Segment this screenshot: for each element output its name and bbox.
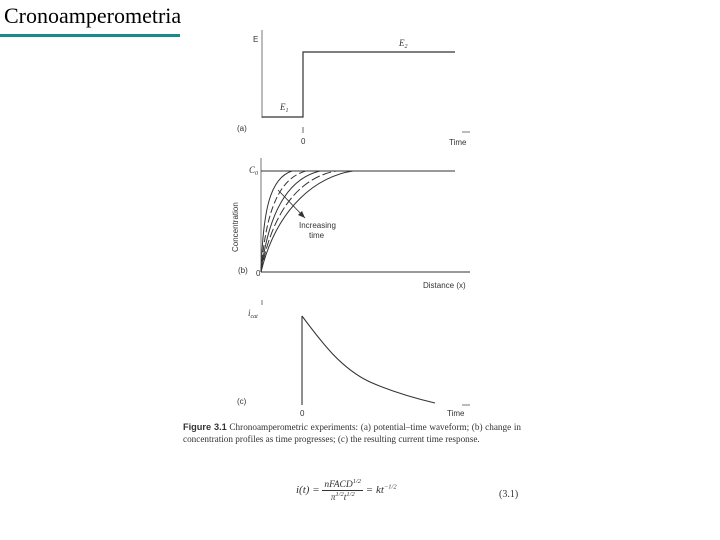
equation-3-1 (296, 478, 397, 503)
equation-rhs: = $kt^{-1/2}$ (365, 483, 397, 497)
c0-label: $C_0$ (249, 165, 259, 177)
equation-fraction (322, 478, 363, 503)
panel-a-x-label: Time (449, 138, 467, 147)
figure-caption (183, 422, 521, 445)
caption-text: Chronoamperometric experiments: (a) potential–time waveform; (b) change in concentration profiles as time progresses; (c) the resulting current time response. (183, 422, 521, 444)
potential-step-line (262, 52, 455, 117)
panel-c-tag: (c) (237, 397, 247, 406)
time-label: time (309, 231, 325, 240)
panel-b-tag: (b) (238, 266, 248, 275)
equation-number: (3.1) (499, 489, 519, 500)
panel-a-y-label: E (253, 35, 259, 44)
panel-c-current-response (237, 300, 470, 418)
caption-label: Figure 3.1 (183, 422, 227, 432)
e-step-label: $E_2$ (399, 38, 408, 50)
panel-b-y-label: Concentration (231, 202, 240, 252)
panel-a-potential-waveform (237, 30, 470, 147)
panel-c-x-zero: 0 (300, 409, 305, 418)
slide-title: Cronoamperometria (4, 3, 182, 28)
panel-a-x-zero: 0 (301, 137, 306, 146)
panel-b-y-zero: 0 (256, 269, 261, 278)
equation-lhs: i(t) = (296, 484, 320, 497)
panel-c-x-label: Time (447, 409, 465, 418)
increasing-label: Increasing (299, 221, 336, 230)
equation-numerator: nFACD$^{1/2}$ (324, 478, 362, 491)
panel-b-x-label: Distance (x) (423, 281, 466, 290)
e-initial-label: $E_1$ (280, 102, 289, 114)
panel-c-y-label: $i_{cat}$ (248, 308, 258, 320)
current-decay-curve (302, 316, 435, 403)
equation-denominator: $\pi^{1/2}t^{1/2}$ (330, 491, 355, 504)
panel-b-concentration-profiles (231, 158, 470, 290)
panel-a-tag: (a) (237, 124, 247, 133)
